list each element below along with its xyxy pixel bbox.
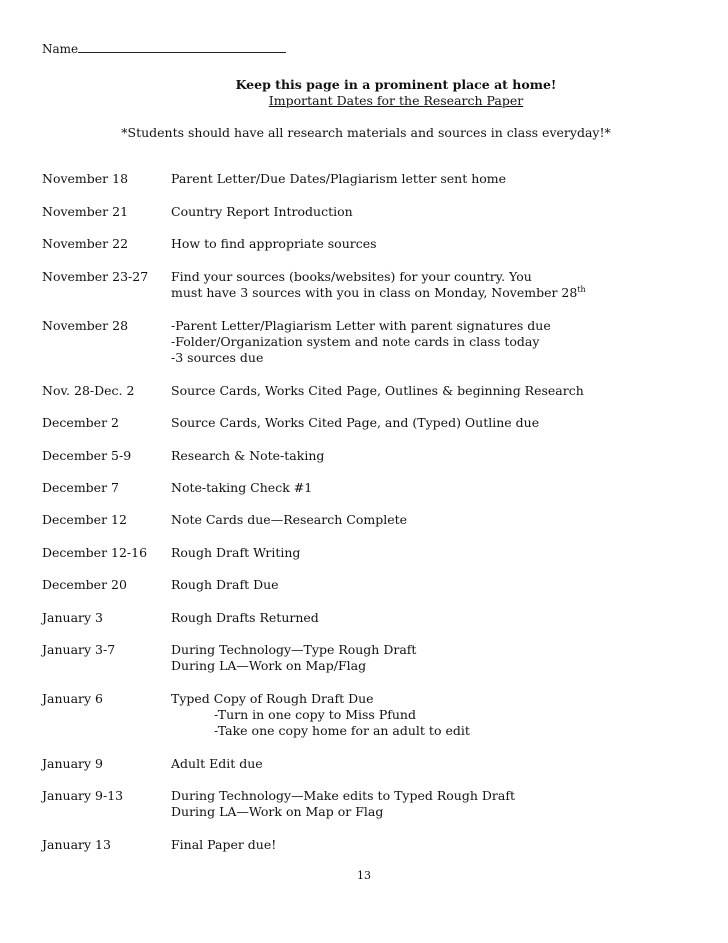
- ordinal-suffix: th: [577, 284, 586, 294]
- description-line: During LA—Work on Map/Flag: [171, 658, 367, 673]
- materials-note: *Students should have all research materials and sources in class everyday!*: [121, 125, 611, 140]
- page-title: Keep this page in a prominent place at home!: [235, 77, 557, 92]
- row-description: [171, 788, 691, 820]
- row-description: [171, 642, 691, 674]
- description-line: Find your sources (books/websites) for your country. You: [171, 269, 532, 284]
- row-date: December 5-9: [42, 448, 132, 463]
- description-line: Parent Letter/Due Dates/Plagiarism letter sent home: [171, 171, 507, 186]
- name-field: [42, 42, 286, 56]
- description-line: Final Paper due!: [171, 837, 277, 852]
- description-line: -Turn in one copy to Miss Pfund: [214, 707, 416, 722]
- row-date: Nov. 28-Dec. 2: [42, 383, 135, 398]
- row-date: January 3: [42, 610, 103, 625]
- row-description: [171, 756, 691, 772]
- row-date: November 23-27: [42, 269, 149, 284]
- row-description: [171, 448, 691, 464]
- description-line: -Parent Letter/Plagiarism Letter with parent signatures due: [171, 318, 551, 333]
- description-line: Adult Edit due: [171, 756, 263, 771]
- row-description: [171, 691, 691, 739]
- row-description: [171, 610, 691, 626]
- description-line: Rough Draft Writing: [171, 545, 301, 560]
- row-date: December 12: [42, 512, 127, 527]
- description-line: Research & Note-taking: [171, 448, 325, 463]
- description-line: Source Cards, Works Cited Page, Outlines & beginning Research: [171, 383, 584, 398]
- row-description: [171, 837, 691, 853]
- row-date: November 22: [42, 236, 129, 251]
- description-line: How to find appropriate sources: [171, 236, 377, 251]
- description-line: [171, 285, 691, 301]
- name-blank-line: [78, 43, 286, 53]
- description-line: Note-taking Check #1: [171, 480, 313, 495]
- row-date: January 3-7: [42, 642, 116, 657]
- row-date: November 28: [42, 318, 129, 333]
- description-line: During LA—Work on Map or Flag: [171, 804, 384, 819]
- row-description: [171, 415, 691, 431]
- description-line: Rough Draft Due: [171, 577, 279, 592]
- name-label: Name: [42, 42, 79, 56]
- row-date: December 7: [42, 480, 119, 495]
- row-description: [171, 577, 691, 593]
- row-date: December 12-16: [42, 545, 148, 560]
- row-date: January 6: [42, 691, 103, 706]
- row-description: [171, 512, 691, 528]
- page-subtitle: Important Dates for the Research Paper: [268, 93, 524, 108]
- row-date: January 9-13: [42, 788, 124, 803]
- description-line-text: must have 3 sources with you in class on Monday, November 28: [171, 285, 578, 300]
- description-line: During Technology—Type Rough Draft: [171, 642, 417, 657]
- description-line: Typed Copy of Rough Draft Due: [171, 691, 374, 706]
- description-line: -Take one copy home for an adult to edit: [214, 723, 470, 738]
- row-description: [171, 269, 691, 301]
- description-line: Source Cards, Works Cited Page, and (Typed) Outline due: [171, 415, 540, 430]
- row-description: [171, 204, 691, 220]
- row-date: January 13: [42, 837, 111, 852]
- description-line: Country Report Introduction: [171, 204, 353, 219]
- row-date: December 2: [42, 415, 119, 430]
- description-line: During Technology—Make edits to Typed Rough Draft: [171, 788, 515, 803]
- description-line: Note Cards due—Research Complete: [171, 512, 408, 527]
- row-description: [171, 318, 691, 366]
- row-date: December 20: [42, 577, 127, 592]
- row-description: [171, 236, 691, 252]
- description-line: Rough Drafts Returned: [171, 610, 319, 625]
- row-description: [171, 480, 691, 496]
- row-description: [171, 545, 691, 561]
- row-date: November 18: [42, 171, 129, 186]
- page-number: 13: [357, 869, 371, 882]
- row-description: [171, 171, 691, 187]
- row-description: [171, 383, 691, 399]
- description-line: -3 sources due: [171, 350, 264, 365]
- description-line: -Folder/Organization system and note cards in class today: [171, 334, 540, 349]
- row-date: January 9: [42, 756, 103, 771]
- row-date: November 21: [42, 204, 129, 219]
